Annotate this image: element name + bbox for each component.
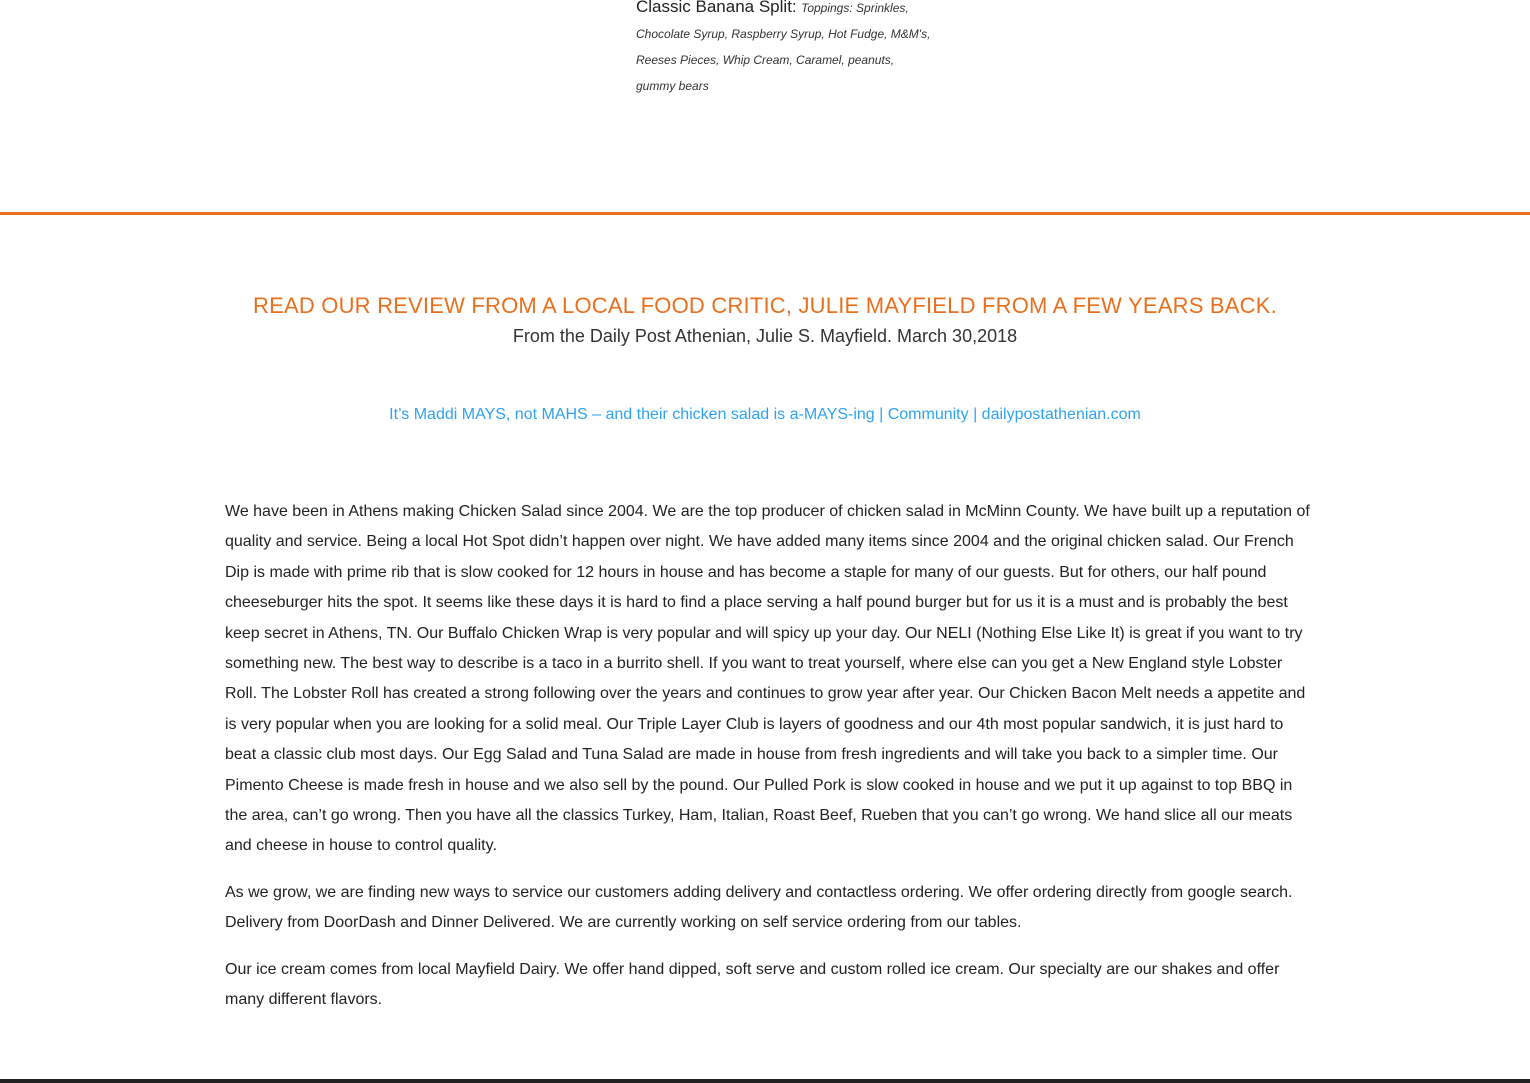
review-article-link[interactable]: It’s Maddi MAYS, not MAHS – and their chicken salad is a-MAYS-ing | Community | dailypostathenian.com bbox=[389, 406, 1141, 423]
menu-item-name: Classic Banana Split: bbox=[636, 0, 797, 16]
menu-item-description: Toppings: Sprinkles, Chocolate Syrup, Raspberry Syrup, Hot Fudge, M&M's, Reeses Pieces, Whip Cream, Caramel, peanuts, gummy bears bbox=[636, 1, 931, 93]
footer-divider bbox=[0, 1079, 1530, 1083]
about-paragraph-history: We have been in Athens making Chicken Salad since 2004. We are the top producer of chicken salad in McMinn County. We have built up a reputation of quality and service. Being a local Hot Spot didn’t happen over night. We have added many items since 2004 and the original chicken salad. Our French Dip is made with prime rib that is slow cooked for 12 hours in house and has become a staple for many of our guests. But for others, our half pound cheeseburger hits the spot. It seems like these days it is hard to find a place serving a half pound burger but for us it is a must and is probably the best keep secret in Athens, TN. Our Buffalo Chicken Wrap is very popular and will spicy up your day. Our NELI (Nothing Else Like It) is great if you want to try something new. The best way to describe is a taco in a burrito shell. If you want to treat yourself, where else can you get a New England style Lobster Roll. The Lobster Roll has created a strong following over the years and continues to grow year after year. Our Chicken Bacon Melt needs a appetite and is very popular when you are looking for a solid meal. Our Triple Layer Club is layers of goodness and our 4th most popular sandwich, it is just hard to beat a classic club most days. Our Egg Salad and Tuna Salad are made in house from fresh ingredients and will take you back to a simpler time. Our Pimento Cheese is made fresh in house and we also sell by the pound. Our Pulled Pork is slow cooked in house and we put it up against to top BBQ in the area, can’t go wrong. Then you have all the classics Turkey, Ham, Italian, Roast Beef, Rueben that you can’t go wrong. We hand slice all our meats and cheese in house to control quality. bbox=[225, 503, 1310, 855]
review-heading: READ OUR REVIEW FROM A LOCAL FOOD CRITIC, JULIE MAYFIELD FROM A FEW YEARS BACK. bbox=[253, 293, 1277, 318]
review-subheading: From the Daily Post Athenian, Julie S. Mayfield. March 30,2018 bbox=[512, 326, 1018, 346]
about-paragraph-ice-cream: Our ice cream comes from local Mayfield Dairy. We offer hand dipped, soft serve and custom rolled ice cream. Our specialty are our shakes and offer many different flavors. bbox=[225, 960, 1280, 1009]
about-paragraph-ordering: As we grow, we are finding new ways to service our customers adding delivery and contactless ordering. We offer ordering directly from google search. Delivery from DoorDash and Dinner Delivered. We are currently working on self service ordering from our tables. bbox=[225, 883, 1293, 932]
section-divider bbox=[0, 212, 1530, 215]
about-section bbox=[225, 497, 1310, 1032]
menu-item-banana-split bbox=[636, 0, 936, 99]
